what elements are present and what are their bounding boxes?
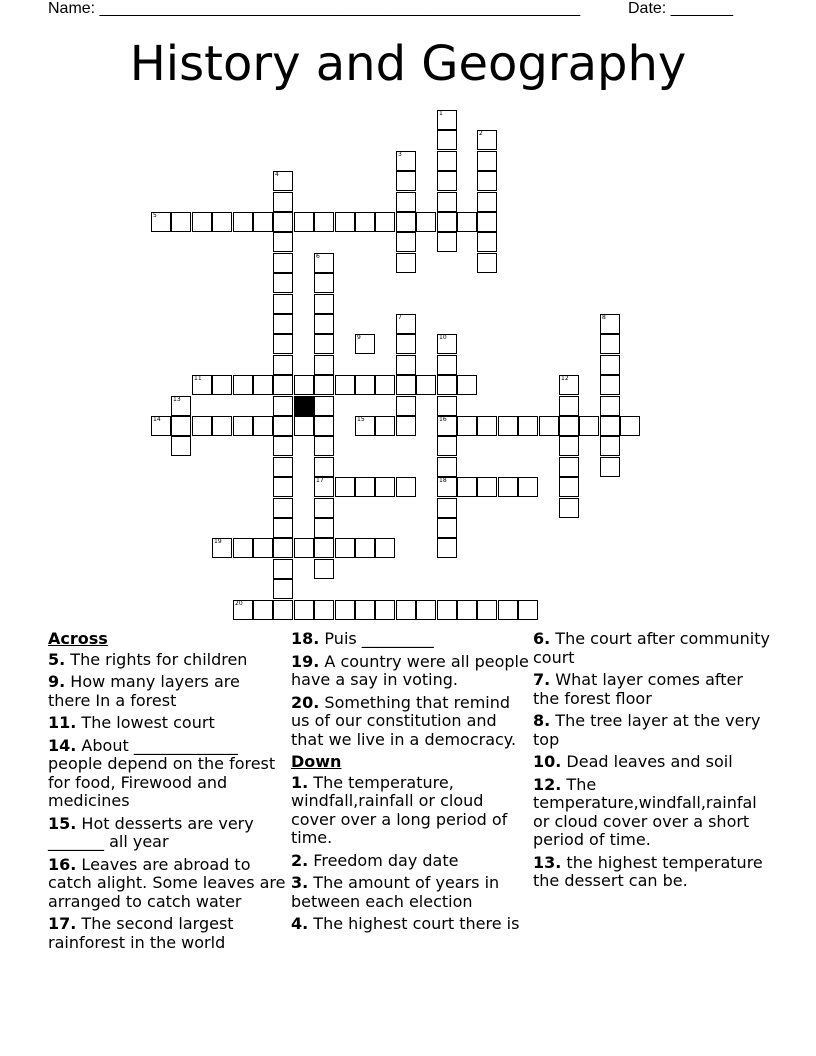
grid-cell[interactable] bbox=[355, 538, 375, 558]
date-field[interactable]: Date: _______ bbox=[628, 0, 733, 17]
clue-item bbox=[48, 856, 286, 912]
grid-cell[interactable] bbox=[457, 600, 477, 620]
clue-item-text: Hot desserts are very _______ all year bbox=[48, 813, 254, 851]
grid-cell[interactable] bbox=[273, 375, 293, 395]
grid-cell[interactable] bbox=[314, 396, 334, 416]
grid-cell[interactable] bbox=[212, 538, 232, 558]
clue-item-text: The court after community court bbox=[533, 629, 770, 667]
clue-item-text: The temperature, windfall,rainfall or cloud cover over a long period of time. bbox=[291, 772, 508, 847]
grid-cell[interactable] bbox=[559, 416, 579, 436]
clue-item bbox=[291, 653, 529, 690]
clue-item-number: 7. bbox=[533, 670, 551, 689]
grid-cell[interactable] bbox=[579, 416, 599, 436]
grid-cell[interactable] bbox=[233, 538, 253, 558]
grid-cell[interactable] bbox=[416, 375, 436, 395]
grid-cell[interactable] bbox=[233, 416, 253, 436]
grid-cell[interactable] bbox=[212, 212, 232, 232]
grid-cell[interactable] bbox=[233, 212, 253, 232]
grid-cell[interactable] bbox=[437, 600, 457, 620]
grid-cell[interactable] bbox=[600, 375, 620, 395]
clue-number: 2 bbox=[479, 130, 483, 137]
grid-cell[interactable] bbox=[437, 375, 457, 395]
clue-number: 7 bbox=[398, 314, 402, 321]
name-field[interactable]: Name: ______________________________________________________ bbox=[48, 0, 581, 17]
grid-cell[interactable] bbox=[355, 375, 375, 395]
clue-item bbox=[291, 852, 529, 871]
grid-cell[interactable] bbox=[273, 518, 293, 538]
clue-number: 9 bbox=[357, 334, 361, 341]
grid-cell[interactable] bbox=[457, 212, 477, 232]
grid-cell[interactable] bbox=[396, 416, 416, 436]
clue-item-text: The amount of years in between each election bbox=[291, 873, 500, 911]
grid-cell[interactable] bbox=[273, 334, 293, 354]
clue-number: 19 bbox=[214, 538, 222, 545]
grid-cell[interactable] bbox=[396, 396, 416, 416]
grid-cell[interactable] bbox=[355, 600, 375, 620]
clue-item-text: How many layers are there In a forest bbox=[48, 672, 240, 710]
clue-number: 14 bbox=[153, 416, 161, 423]
grid-cell[interactable] bbox=[396, 192, 416, 212]
grid-cell[interactable] bbox=[396, 212, 416, 232]
grid-cell[interactable] bbox=[477, 151, 497, 171]
clue-number: 18 bbox=[439, 477, 447, 484]
grid-cell[interactable] bbox=[335, 375, 355, 395]
grid-cell[interactable] bbox=[314, 518, 334, 538]
clue-number: 15 bbox=[357, 416, 365, 423]
clue-section-heading: Across bbox=[48, 629, 108, 648]
grid-cell[interactable] bbox=[294, 600, 314, 620]
grid-cell[interactable] bbox=[396, 171, 416, 191]
grid-cell[interactable] bbox=[273, 457, 293, 477]
grid-cell[interactable] bbox=[273, 600, 293, 620]
clue-item bbox=[291, 774, 529, 848]
grid-cell[interactable] bbox=[273, 171, 293, 191]
grid-cell[interactable] bbox=[518, 416, 538, 436]
clue-item-text: the highest temperature the dessert can be. bbox=[533, 852, 763, 890]
clue-number: 12 bbox=[561, 375, 569, 382]
grid-cell[interactable] bbox=[396, 375, 416, 395]
grid-cell[interactable] bbox=[437, 396, 457, 416]
clue-number: 16 bbox=[439, 416, 447, 423]
grid-cell[interactable] bbox=[559, 375, 579, 395]
grid-cell[interactable] bbox=[273, 416, 293, 436]
clue-item bbox=[533, 671, 773, 708]
grid-cell[interactable] bbox=[477, 416, 497, 436]
grid-cell[interactable] bbox=[498, 477, 518, 497]
grid-cell[interactable] bbox=[314, 314, 334, 334]
grid-cell[interactable] bbox=[437, 477, 457, 497]
grid-cell[interactable] bbox=[600, 457, 620, 477]
clue-item-number: 1. bbox=[291, 772, 309, 792]
clue-item-text: The highest court there is bbox=[308, 914, 520, 933]
grid-cell[interactable] bbox=[171, 212, 191, 232]
grid-cell[interactable] bbox=[437, 334, 457, 354]
grid-cell[interactable] bbox=[171, 396, 191, 416]
clue-item-text: The tree layer at the very top bbox=[533, 711, 761, 749]
clue-item-text: About _____________ people depend on the forest for food, Firewood and medicines bbox=[48, 735, 276, 810]
clue-item-number: 20. bbox=[291, 692, 320, 712]
grid-cell[interactable] bbox=[273, 396, 293, 416]
grid-cell[interactable] bbox=[212, 416, 232, 436]
grid-cell[interactable] bbox=[600, 416, 620, 436]
clue-item-text: Something that remind us of our constitution and that we live in a democracy. bbox=[291, 692, 517, 749]
grid-cell[interactable] bbox=[437, 110, 457, 130]
clue-item-text: Freedom day date bbox=[308, 850, 459, 870]
clue-item-number: 3. bbox=[291, 873, 309, 892]
grid-cell[interactable] bbox=[477, 477, 497, 497]
clue-item-text: Puis _________ bbox=[319, 629, 434, 648]
grid-cell[interactable] bbox=[396, 151, 416, 171]
grid-cell[interactable] bbox=[273, 192, 293, 212]
grid-cell[interactable] bbox=[294, 416, 314, 436]
clue-item-text: Leaves are abroad to catch alight. Some leaves are arranged to catch water bbox=[48, 854, 286, 911]
grid-cell[interactable] bbox=[477, 212, 497, 232]
grid-cell[interactable] bbox=[314, 273, 334, 293]
clue-number: 6 bbox=[316, 253, 320, 260]
clue-item-number: 2. bbox=[291, 850, 309, 870]
clue-item bbox=[533, 854, 773, 891]
grid-cell[interactable] bbox=[559, 498, 579, 518]
clue-item-number: 19. bbox=[291, 651, 320, 671]
grid-cell[interactable] bbox=[518, 600, 538, 620]
clue-item-text: The rights for children bbox=[65, 649, 248, 669]
grid-cell[interactable] bbox=[253, 600, 273, 620]
grid-cell[interactable] bbox=[437, 171, 457, 191]
grid-cell[interactable] bbox=[600, 334, 620, 354]
grid-cell[interactable] bbox=[559, 457, 579, 477]
clue-item bbox=[291, 630, 529, 649]
clue-number: 20 bbox=[235, 600, 243, 607]
grid-cell[interactable] bbox=[273, 498, 293, 518]
grid-cell[interactable] bbox=[457, 477, 477, 497]
clue-item bbox=[48, 915, 286, 952]
grid-cell[interactable] bbox=[273, 232, 293, 252]
grid-cell[interactable] bbox=[171, 436, 191, 456]
grid-cell[interactable] bbox=[355, 334, 375, 354]
grid-cell[interactable] bbox=[273, 212, 293, 232]
clue-number: 13 bbox=[173, 396, 181, 403]
grid-cell[interactable] bbox=[437, 457, 457, 477]
grid-cell[interactable] bbox=[314, 457, 334, 477]
grid-cell[interactable] bbox=[375, 416, 395, 436]
grid-cell[interactable] bbox=[437, 151, 457, 171]
grid-cell[interactable] bbox=[314, 212, 334, 232]
grid-cell[interactable] bbox=[437, 518, 457, 538]
clue-item bbox=[48, 714, 286, 733]
grid-cell[interactable] bbox=[335, 212, 355, 232]
grid-cell[interactable] bbox=[273, 579, 293, 599]
grid-cell[interactable] bbox=[396, 232, 416, 252]
clue-item bbox=[291, 874, 529, 911]
grid-cell[interactable] bbox=[477, 600, 497, 620]
grid-cell[interactable] bbox=[273, 436, 293, 456]
grid-cell[interactable] bbox=[314, 498, 334, 518]
grid-cell[interactable] bbox=[498, 600, 518, 620]
clue-item bbox=[48, 651, 286, 670]
grid-cell[interactable] bbox=[396, 600, 416, 620]
grid-cell[interactable] bbox=[253, 538, 273, 558]
grid-cell[interactable] bbox=[477, 130, 497, 150]
clue-item-number: 9. bbox=[48, 672, 66, 691]
grid-cell[interactable] bbox=[437, 416, 457, 436]
grid-cell[interactable] bbox=[416, 212, 436, 232]
clue-item-text: The second largest rainforest in the world bbox=[48, 914, 234, 952]
grid-cell[interactable] bbox=[314, 375, 334, 395]
grid-cell[interactable] bbox=[437, 232, 457, 252]
grid-cell[interactable] bbox=[314, 600, 334, 620]
grid-cell[interactable] bbox=[355, 416, 375, 436]
grid-cell[interactable] bbox=[273, 273, 293, 293]
clue-item-text: The temperature,windfall,rainfal or cloud cover over a short period of time. bbox=[533, 774, 757, 849]
grid-cell[interactable] bbox=[314, 334, 334, 354]
clue-item-number: 16. bbox=[48, 854, 77, 874]
grid-cell[interactable] bbox=[396, 253, 416, 273]
clue-item-number: 13. bbox=[533, 852, 562, 872]
grid-cell[interactable] bbox=[253, 416, 273, 436]
clue-number: 17 bbox=[316, 477, 324, 484]
clue-item-text: The lowest court bbox=[76, 713, 215, 732]
grid-cell[interactable] bbox=[355, 477, 375, 497]
grid-cell[interactable] bbox=[314, 355, 334, 375]
grid-cell[interactable] bbox=[498, 416, 518, 436]
grid-cell[interactable] bbox=[192, 416, 212, 436]
grid-cell[interactable] bbox=[477, 253, 497, 273]
clue-item bbox=[291, 694, 529, 750]
clue-item bbox=[533, 630, 773, 667]
clue-item-number: 4. bbox=[291, 914, 309, 933]
grid-cell[interactable] bbox=[559, 396, 579, 416]
grid-cell[interactable] bbox=[477, 192, 497, 212]
clue-number: 3 bbox=[398, 151, 402, 158]
grid-cell[interactable] bbox=[273, 294, 293, 314]
grid-cell[interactable] bbox=[396, 314, 416, 334]
clue-item-text: A country were all people have a say in voting. bbox=[291, 651, 529, 689]
clue-number: 5 bbox=[153, 212, 157, 219]
clue-section-heading: Down bbox=[291, 752, 342, 771]
clues-column-1 bbox=[48, 630, 286, 956]
page-title: History and Geography bbox=[129, 36, 687, 92]
grid-cell[interactable] bbox=[437, 538, 457, 558]
grid-cell[interactable] bbox=[600, 396, 620, 416]
grid-cell[interactable] bbox=[396, 477, 416, 497]
grid-cell[interactable] bbox=[620, 416, 640, 436]
grid-cell[interactable] bbox=[294, 375, 314, 395]
grid-cell[interactable] bbox=[375, 538, 395, 558]
grid-cell[interactable] bbox=[294, 212, 314, 232]
grid-cell[interactable] bbox=[518, 477, 538, 497]
clue-item bbox=[533, 776, 773, 850]
grid-cell[interactable] bbox=[375, 477, 395, 497]
grid-cell[interactable] bbox=[600, 436, 620, 456]
clue-number: 1 bbox=[439, 110, 443, 117]
grid-cell[interactable] bbox=[375, 212, 395, 232]
grid-cell[interactable] bbox=[437, 436, 457, 456]
grid-cell[interactable] bbox=[335, 600, 355, 620]
grid-cell[interactable] bbox=[437, 192, 457, 212]
grid-cell[interactable] bbox=[437, 498, 457, 518]
clues-column-3 bbox=[533, 630, 773, 895]
clue-item-number: 11. bbox=[48, 713, 77, 732]
grid-cell[interactable] bbox=[396, 355, 416, 375]
clue-number: 10 bbox=[439, 334, 447, 341]
clue-item-text: What layer comes after the forest floor bbox=[533, 670, 743, 708]
grid-cell[interactable] bbox=[477, 171, 497, 191]
grid-cell[interactable] bbox=[253, 212, 273, 232]
grid-cell[interactable] bbox=[233, 375, 253, 395]
grid-cell[interactable] bbox=[171, 416, 191, 436]
grid-cell[interactable] bbox=[600, 355, 620, 375]
grid-cell[interactable] bbox=[600, 314, 620, 334]
grid-cell[interactable] bbox=[192, 375, 212, 395]
grid-cell[interactable] bbox=[314, 253, 334, 273]
grid-cell[interactable] bbox=[375, 375, 395, 395]
clue-item-number: 18. bbox=[291, 629, 320, 648]
grid-cell[interactable] bbox=[212, 375, 232, 395]
clue-number: 11 bbox=[194, 375, 202, 382]
clue-item-text: Dead leaves and soil bbox=[561, 752, 733, 771]
grid-cell[interactable] bbox=[273, 538, 293, 558]
grid-cell[interactable] bbox=[151, 212, 171, 232]
grid-cell[interactable] bbox=[253, 375, 273, 395]
clue-item-number: 12. bbox=[533, 774, 562, 794]
clue-item-number: 8. bbox=[533, 711, 551, 730]
black-cell bbox=[294, 396, 314, 416]
grid-cell[interactable] bbox=[437, 355, 457, 375]
grid-cell[interactable] bbox=[335, 477, 355, 497]
clue-item bbox=[48, 815, 286, 852]
grid-cell[interactable] bbox=[396, 334, 416, 354]
grid-cell[interactable] bbox=[477, 232, 497, 252]
clue-item bbox=[533, 753, 773, 772]
grid-cell[interactable] bbox=[273, 477, 293, 497]
clue-item-number: 6. bbox=[533, 629, 551, 648]
grid-cell[interactable] bbox=[192, 212, 212, 232]
clue-number: 8 bbox=[602, 314, 606, 321]
grid-cell[interactable] bbox=[294, 538, 314, 558]
grid-cell[interactable] bbox=[314, 294, 334, 314]
grid-cell[interactable] bbox=[375, 600, 395, 620]
clue-item-number: 17. bbox=[48, 914, 77, 933]
grid-cell[interactable] bbox=[559, 477, 579, 497]
clue-item-number: 10. bbox=[533, 752, 562, 771]
grid-cell[interactable] bbox=[437, 130, 457, 150]
clue-item-number: 15. bbox=[48, 813, 77, 833]
grid-cell[interactable] bbox=[314, 416, 334, 436]
grid-cell[interactable] bbox=[314, 477, 334, 497]
grid-cell[interactable] bbox=[437, 212, 457, 232]
clue-item bbox=[48, 737, 286, 811]
clue-item bbox=[48, 673, 286, 710]
grid-cell[interactable] bbox=[151, 416, 171, 436]
grid-cell[interactable] bbox=[457, 375, 477, 395]
grid-cell[interactable] bbox=[355, 212, 375, 232]
grid-cell[interactable] bbox=[273, 253, 293, 273]
grid-cell[interactable] bbox=[273, 559, 293, 579]
clue-number: 4 bbox=[275, 171, 279, 178]
clue-item-number: 14. bbox=[48, 735, 77, 755]
grid-cell[interactable] bbox=[273, 355, 293, 375]
clue-item bbox=[533, 712, 773, 749]
grid-cell[interactable] bbox=[335, 538, 355, 558]
grid-cell[interactable] bbox=[314, 436, 334, 456]
grid-cell[interactable] bbox=[233, 600, 253, 620]
grid-cell[interactable] bbox=[314, 559, 334, 579]
clues-column-2 bbox=[291, 630, 529, 938]
grid-cell[interactable] bbox=[457, 416, 477, 436]
grid-cell[interactable] bbox=[559, 436, 579, 456]
grid-cell[interactable] bbox=[273, 314, 293, 334]
grid-cell[interactable] bbox=[539, 416, 559, 436]
clue-item-number: 5. bbox=[48, 649, 66, 669]
clue-item bbox=[291, 915, 529, 934]
grid-cell[interactable] bbox=[314, 538, 334, 558]
grid-cell[interactable] bbox=[416, 600, 436, 620]
